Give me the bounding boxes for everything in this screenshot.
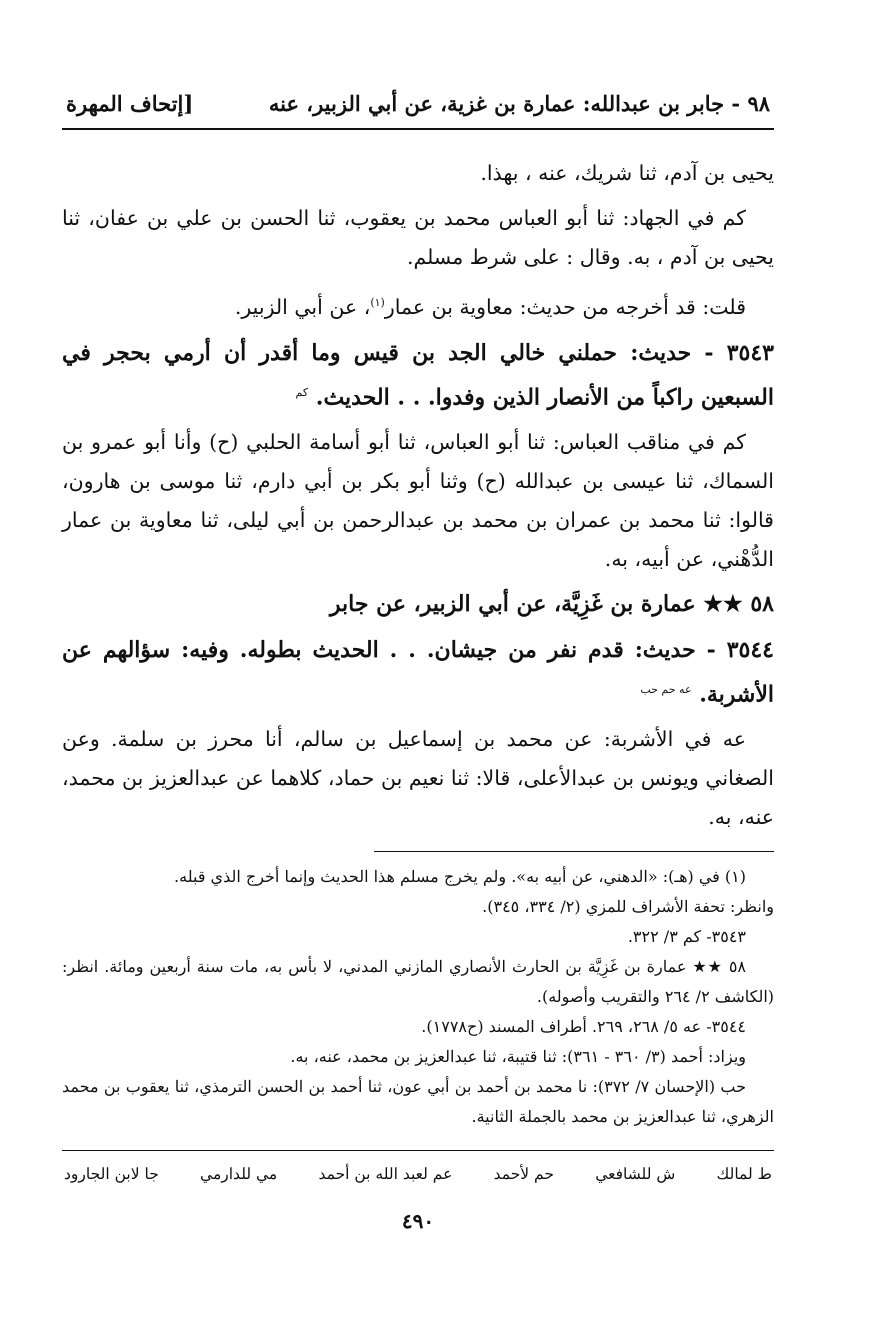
page-number: ٤٩٠ (401, 1209, 435, 1234)
chapter-heading: ٥٨ ★★ عمارة بن غَزِيَّة، عن أبي الزبير، عن جابر (329, 591, 774, 618)
abbreviation: ط لمالك (716, 1165, 772, 1184)
paragraph: عه في الأشربة: عن محمد بن إسماعيل بن سالم، أنا محرز بن سلمة. وعن الصغاني ويونس بن عبدالأعلى، قالا: ثنا نعيم بن حماد، كلاهما عن عبدالعزيز بن محمد، عنه، به. (62, 727, 774, 830)
footnote: حب (الإحسان ٧/ ٣٧٢): نا محمد بن أحمد بن أبي عون، ثنا أحمد بن الحسن الترمذي، ثنا يعقوب بن محمد الزهري، ثنا عبدالعزيز بن محمد بالجملة الثانية. (62, 1077, 774, 1127)
footnote: وانظر: تحفة الأشراف للمزي (٢/ ٣٣٤، ٣٤٥). (482, 897, 774, 917)
hadith-3543 (62, 333, 774, 417)
abbreviation: مي للدارمي (200, 1165, 278, 1184)
page (62, 80, 774, 1300)
abbreviation: جا لابن الجارود (64, 1165, 159, 1184)
header-title: ٩٨ - جابر بن عبدالله: عمارة بن غزية، عن أبي الزبير، عنه (268, 91, 770, 116)
hadith-text: قدم نفر من جيشان. . . الحديث بطوله. وفيه: سؤالهم عن الأشربة. (62, 637, 774, 708)
hadith-number: ٣٥٤٤ - حديث: (634, 637, 774, 664)
paragraph: كم في الجهاد: ثنا أبو العباس محمد بن يعقوب، ثنا الحسن بن علي بن عفان، ثنا يحيى بن آدم ، به. وقال : على شرط مسلم. (62, 206, 774, 269)
hadith-number: ٣٥٤٣ - حديث: (630, 339, 774, 366)
header-book-title: [إتحاف المهرة (66, 91, 194, 116)
hadith-3544 (62, 630, 774, 714)
paragraph-text: قلت: قد أخرجه من حديث: معاوية بن عمار (384, 294, 746, 319)
abbreviation: ش للشافعي (595, 1165, 676, 1184)
footnote: ٣٥٤٣- كم ٣/ ٣٢٢. (627, 927, 746, 947)
paragraph: كم في مناقب العباس: ثنا أبو العباس، ثنا أبو أسامة الحلبي (ح) وأنا أبو عمرو بن السماك، ثنا عيسى بن عبدالله (ح) وثنا أبو بكر بن أبي دارم، ثنا موسى بن هارون، قالوا: ثنا محمد بن عمران بن محمد بن عبدالرحمن بن أبي ليلى، ثنا معاوية بن عمار الدُّهْني، عن أبيه، به. (62, 430, 774, 572)
main-text (62, 154, 774, 837)
paragraph-text: ، عن أبي الزبير. (234, 294, 371, 319)
footnote: ٥٨ ★★ عمارة بن غَزِيَّة بن الحارث الأنصاري المازني المدني، لا بأس به، مات سنة أربعين ومائة. انظر: (الكاشف ٢/ ٢٦٤ والتقريب وأصوله). (62, 957, 774, 1007)
abbreviation: عم لعبد الله بن أحمد (318, 1165, 453, 1184)
source-mark: كم (295, 385, 309, 399)
footnote: ٣٥٤٤- عه ٥/ ٢٦٨، ٢٦٩. أطراف المسند (ح١٧٧٨). (421, 1017, 746, 1037)
abbreviation-key (62, 1157, 774, 1191)
running-header (62, 80, 774, 130)
footnote-ref: (١) (370, 296, 385, 309)
footnotes (62, 862, 774, 1132)
paragraph: يحيى بن آدم، ثنا شريك، عنه ، بهذا. (480, 161, 774, 185)
abbreviation-separator (62, 1150, 774, 1151)
footnote: ويزاد: أحمد (٣/ ٣٦٠ - ٣٦١): ثنا قتيبة، ثنا عبدالعزيز بن محمد، عنه، به. (290, 1047, 746, 1067)
abbreviation: حم لأحمد (493, 1165, 554, 1184)
source-mark: عه حم حب (640, 683, 692, 697)
footnote-separator (374, 851, 774, 852)
paragraph (62, 283, 774, 327)
footnote: (١) في (هـ): «الدهني، عن أبيه به». ولم يخرج مسلم هذا الحديث وإنما أخرج الذي قبله. (174, 867, 746, 887)
hadith-text: حملني خالي الجد بن قيس وما أقدر أن أرمي بحجر في السبعين راكباً من الأنصار الذين وفدوا. . . الحديث. (62, 339, 774, 411)
